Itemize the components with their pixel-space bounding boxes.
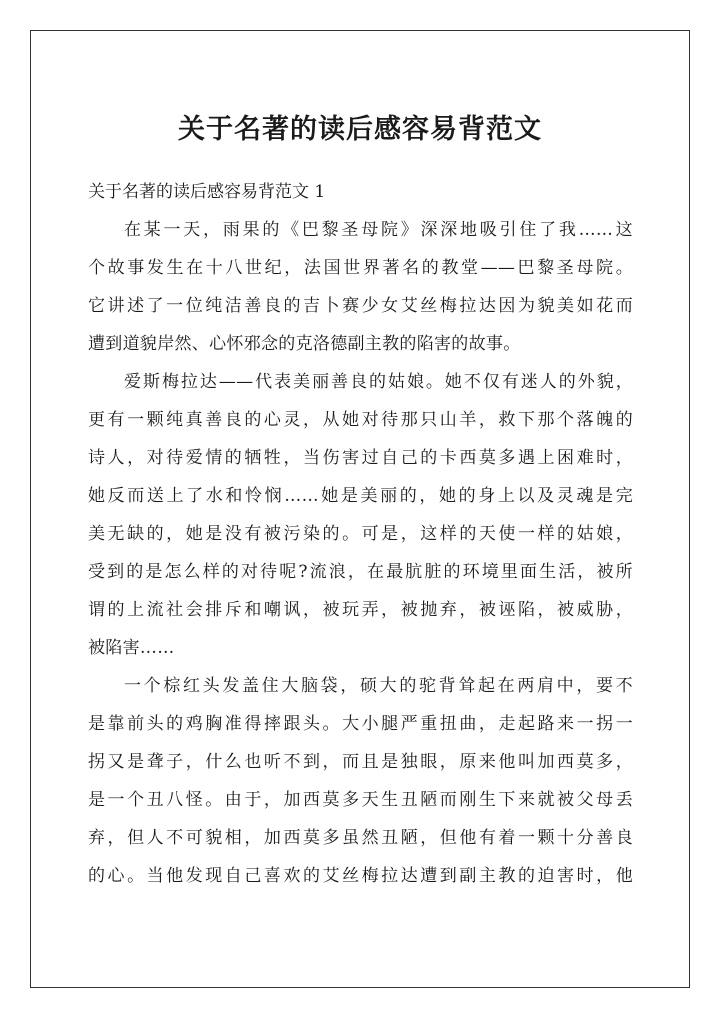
paragraph-line: 的心。当他发现自己喜欢的艾丝梅拉达遭到副主教的迫害时，他 <box>88 866 633 886</box>
paragraph-line: 是靠前头的鸡胸准得摔跟头。大小腿严重扭曲，走起路来一拐一 <box>88 714 633 734</box>
paragraph-line: 谓的上流社会排斥和嘲讽，被玩弄，被抛弃，被诬陷，被威胁， <box>88 600 633 620</box>
paragraph-3 <box>88 667 633 895</box>
paragraph-line: 更有一颗纯真善良的心灵，从她对待那只山羊，救下那个落魄的 <box>88 410 633 430</box>
paragraph-line: 被陷害…… <box>88 638 175 658</box>
paragraph-line: 在某一天，雨果的《巴黎圣母院》深深地吸引住了我……这 <box>124 220 633 240</box>
paragraph-line: 一个棕红头发盖住大脑袋，硕大的驼背耸起在两肩中，要不 <box>124 676 633 696</box>
document-body <box>88 173 633 895</box>
paragraph-line: 个故事发生在十八世纪，法国世界著名的教堂——巴黎圣母院。 <box>88 258 633 278</box>
paragraph-line: 是一个丑八怪。由于，加西莫多天生丑陋而刚生下来就被父母丢 <box>88 790 633 810</box>
paragraph-line: 遭到道貌岸然、心怀邪念的克洛德副主教的陷害的故事。 <box>88 334 521 354</box>
paragraph-line: 爱斯梅拉达——代表美丽善良的姑娘。她不仅有迷人的外貌， <box>124 372 633 392</box>
document-title: 关于名著的读后感容易背范文 <box>178 114 542 145</box>
paragraph-line: 美无缺的，她是没有被污染的。可是，这样的天使一样的姑娘， <box>88 524 633 544</box>
paragraph-line: 弃，但人不可貌相，加西莫多虽然丑陋，但他有着一颗十分善良 <box>88 828 633 848</box>
paragraph-line: 拐又是聋子，什么也听不到，而且是独眼，原来他叫加西莫多， <box>88 752 633 772</box>
paragraph-1 <box>88 211 633 363</box>
paragraph-line: 它讲述了一位纯洁善良的吉卜赛少女艾丝梅拉达因为貌美如花而 <box>88 296 633 316</box>
paragraph-line: 受到的是怎么样的对待呢?流浪，在最肮脏的环境里面生活，被所 <box>88 562 633 582</box>
section-heading: 关于名著的读后感容易背范文 1 <box>88 182 326 202</box>
paragraph-line: 诗人，对待爱情的牺牲，当伤害过自己的卡西莫多遇上困难时， <box>88 448 633 468</box>
paragraph-2 <box>88 363 633 667</box>
paragraph-line: 她反而送上了水和怜悯……她是美丽的，她的身上以及灵魂是完 <box>88 486 633 506</box>
